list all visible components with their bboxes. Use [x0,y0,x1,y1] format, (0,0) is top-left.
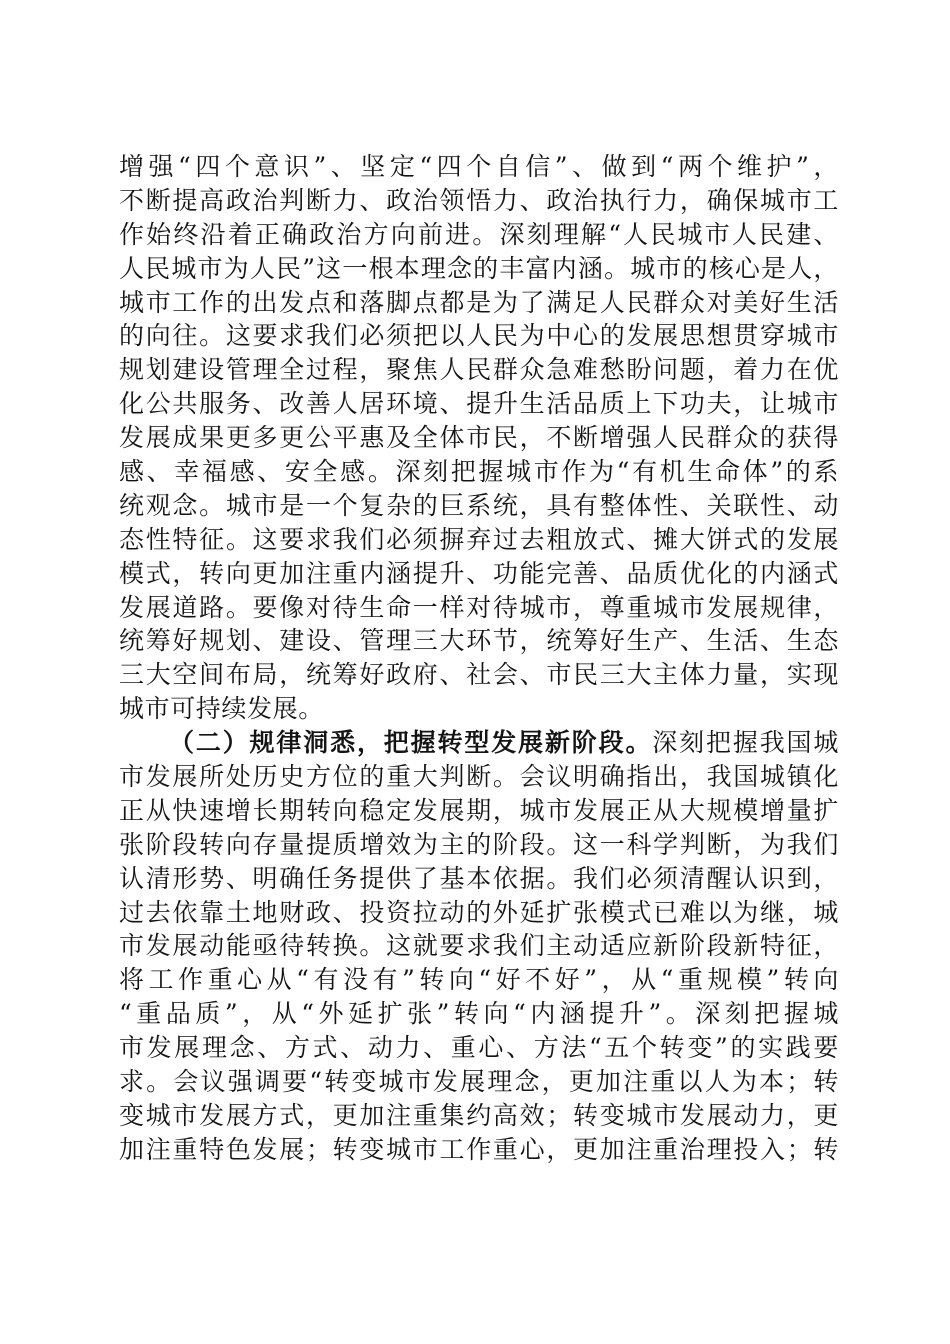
text-line: 统观念。城市是一个复杂的巨系统，具有整体性、关联性、动 [119,490,839,520]
text-line: 的向往。这要求我们必须把以人民为中心的发展思想贯穿城市 [119,321,839,351]
text-line: 模式，转向更加注重内涵提升、功能完善、品质优化的内涵式 [119,558,839,588]
paragraph-city-people [119,150,839,726]
text-line: 加注重特色发展；转变城市工作重心，更加注重治理投入；转 [119,1134,839,1164]
text-line: 发展成果更多更公平惠及全体市民，不断增强人民群众的获得 [119,423,839,453]
text-line: 求。会议强调要“转变城市发展理念，更加注重以人为本；转 [119,1067,839,1097]
text-line: 态性特征。这要求我们必须摒弃过去粗放式、摊大饼式的发展 [119,524,839,554]
text-line: 张阶段转向存量提质增效为主的阶段。这一科学判断，为我们 [119,829,839,859]
text-line: 作始终沿着正确政治方向前进。深刻理解“人民城市人民建、 [119,219,839,249]
text-line: 规划建设管理全过程，聚焦人民群众急难愁盼问题，着力在优 [119,355,839,385]
body-text [119,150,839,1167]
text-line: 城市可持续发展。 [119,694,324,724]
text-line: 认清形势、明确任务提供了基本依据。我们必须清醒认识到， [119,863,839,893]
text-line: 三大空间布局，统筹好政府、社会、市民三大主体力量，实现 [119,660,839,690]
text-line: 人民城市为人民”这一根本理念的丰富内涵。城市的核心是人， [119,253,839,283]
text-line: 将工作重心从“有没有”转向“好不好”，从“重规模”转向 [119,965,839,995]
text-line: 统筹好规划、建设、管理三大环节，统筹好生产、生活、生态 [119,626,839,656]
text-line: 增强“四个意识”、坚定“四个自信”、做到“两个维护”， [119,152,839,181]
text-line: 城市工作的出发点和落脚点都是为了满足人民群众对美好生活 [119,287,839,317]
heading-line-rest: 深刻把握我国城 [652,728,839,758]
text-line: 变城市发展方式，更加注重集约高效；转变城市发展动力，更 [119,1100,839,1130]
text-line: 市发展理念、方式、动力、重心、方法“五个转变”的实践要 [119,1033,839,1063]
text-line: 不断提高政治判断力、政治领悟力、政治执行力，确保城市工 [119,185,839,215]
section-heading-line [119,726,839,760]
section-heading: （二）规律洞悉，把握转型发展新阶段。 [169,728,653,758]
text-line: 发展道路。要像对待生命一样对待城市，尊重城市发展规律， [119,592,839,622]
text-line: 化公共服务、改善人居环境、提升生活品质上下功夫，让城市 [119,389,839,419]
paragraph-transition-stage [119,726,839,1167]
text-line: 感、幸福感、安全感。深刻把握城市作为“有机生命体”的系 [119,457,839,487]
text-line: 市发展所处历史方位的重大判断。会议明确指出，我国城镇化 [119,762,839,792]
text-line: 正从快速增长期转向稳定发展期，城市发展正从大规模增量扩 [119,795,839,825]
text-line: 过去依靠土地财政、投资拉动的外延扩张模式已难以为继，城 [119,897,839,927]
text-line: “重品质”，从“外延扩张”转向“内涵提升”。深刻把握城 [119,999,839,1029]
text-line: 市发展动能亟待转换。这就要求我们主动适应新阶段新特征， [119,931,839,961]
